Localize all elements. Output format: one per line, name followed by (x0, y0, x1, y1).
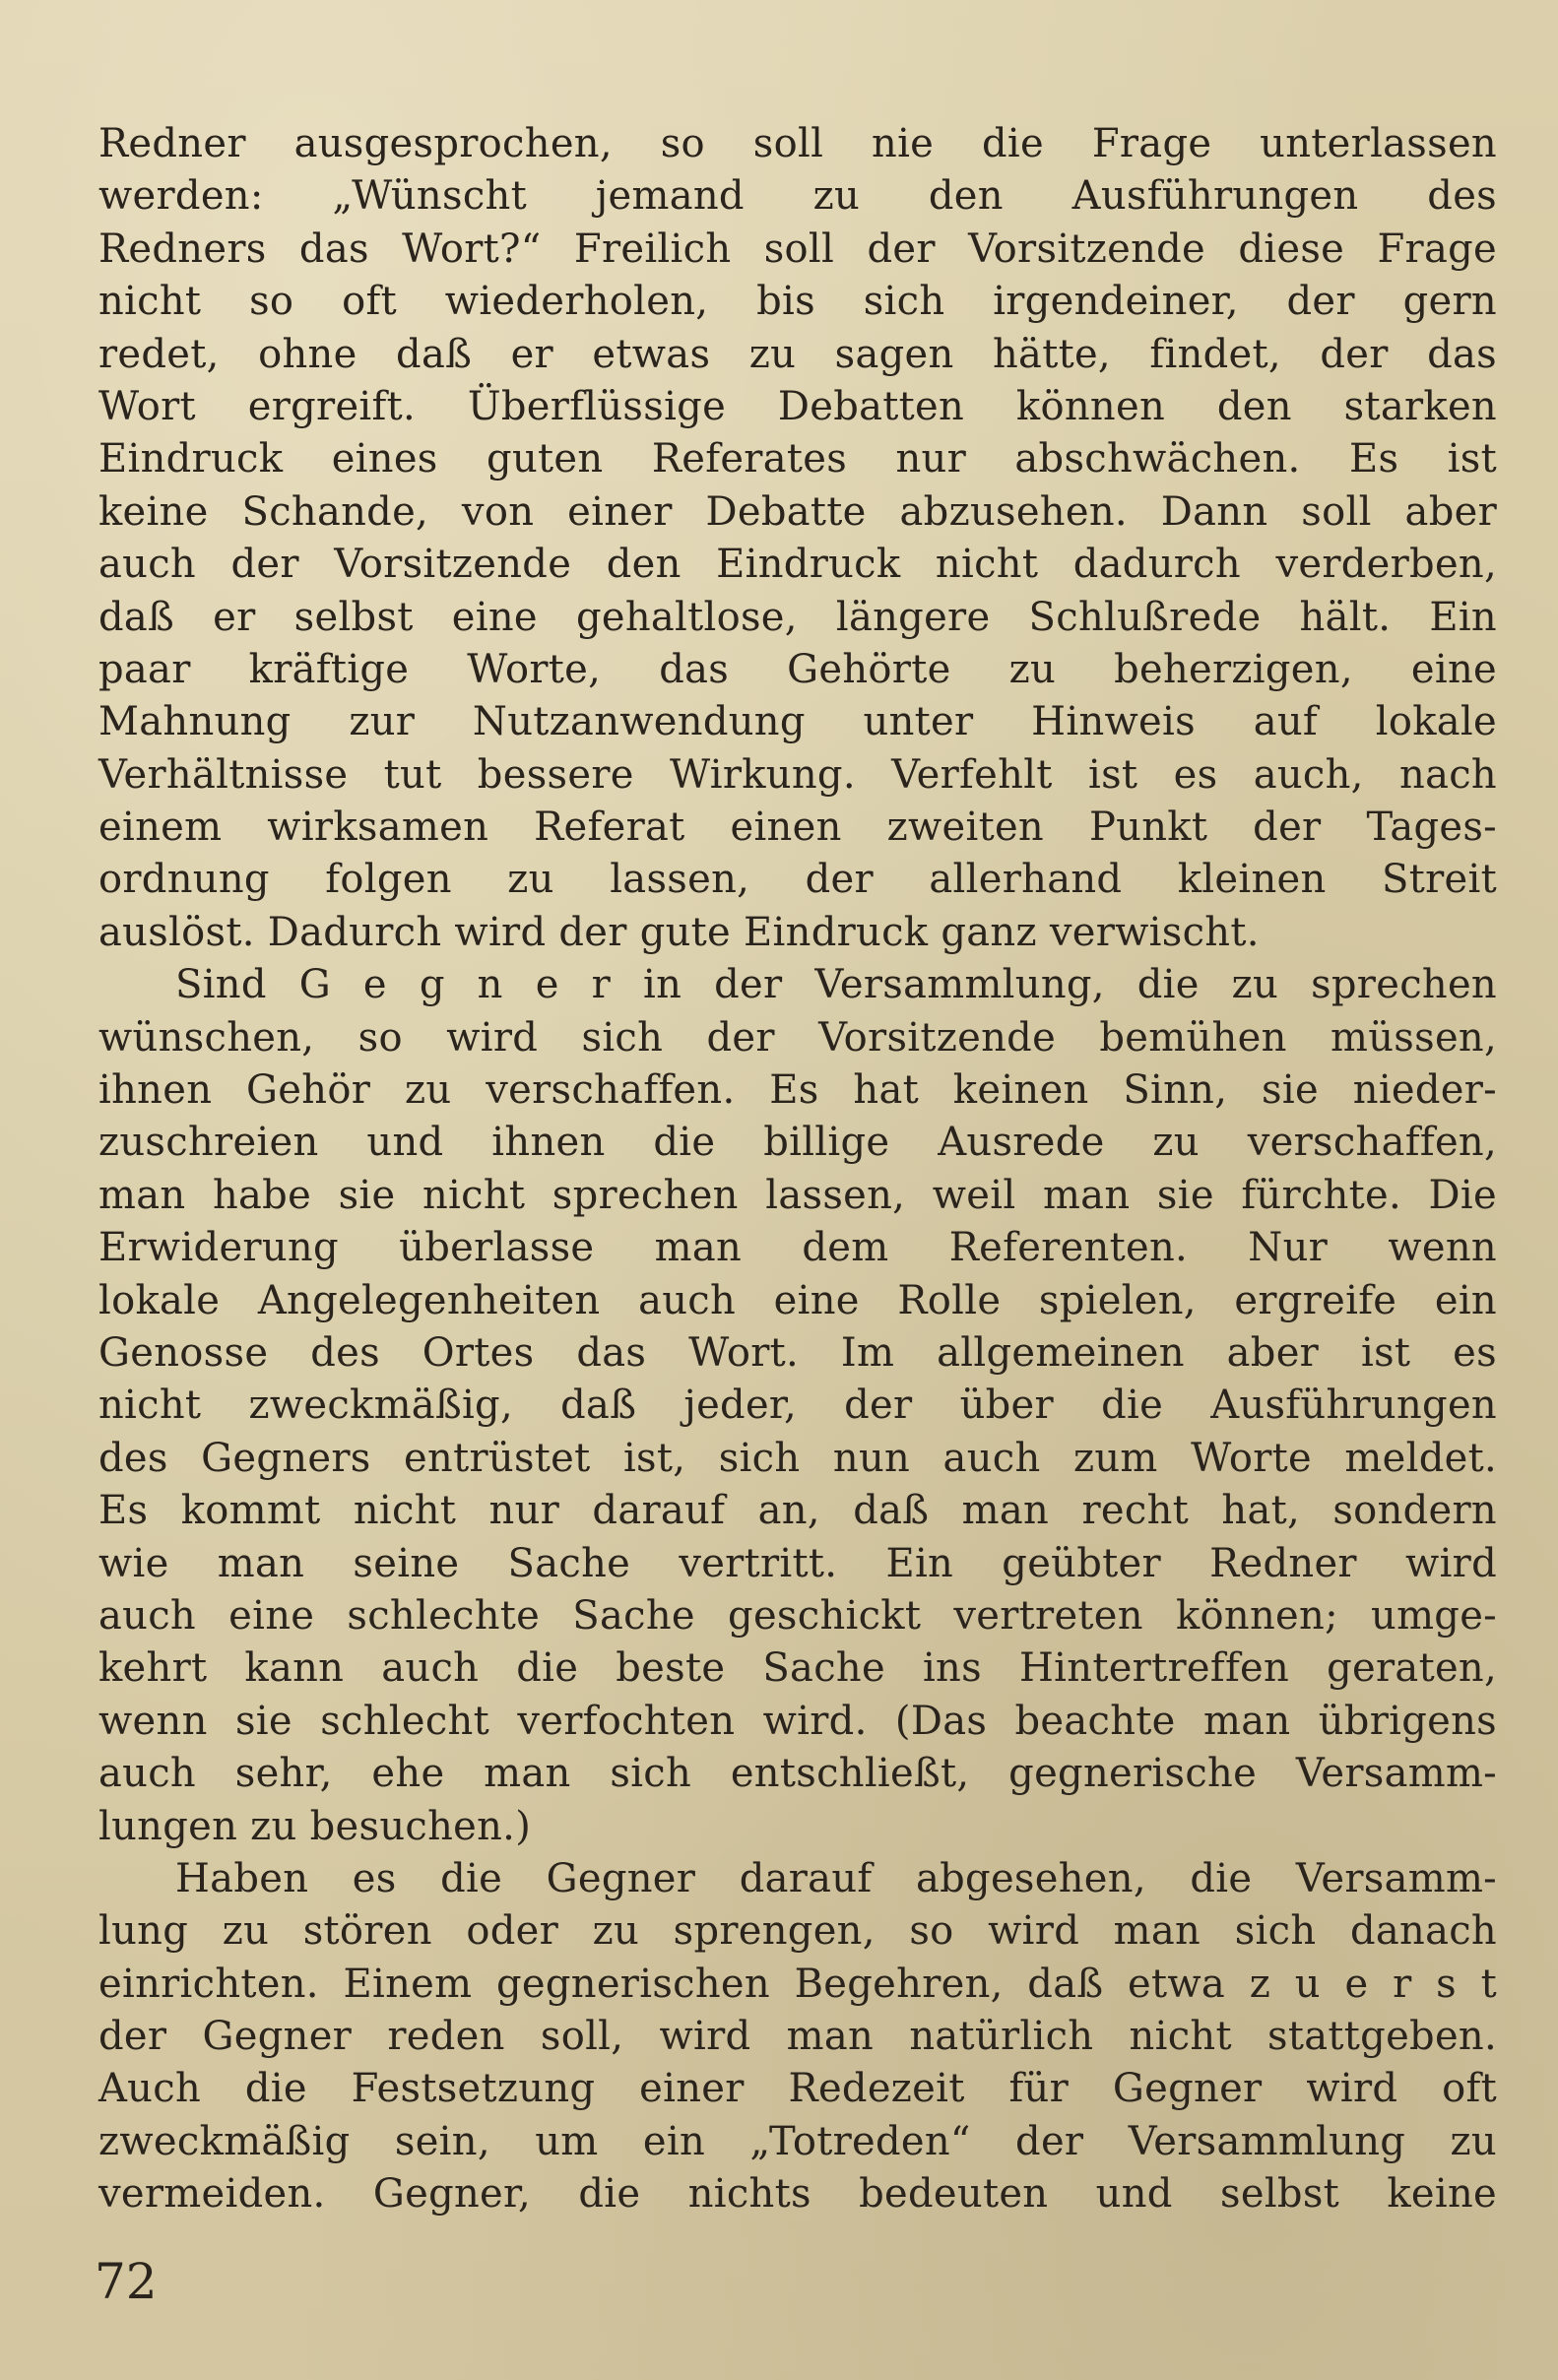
text-line: Haben es die Gegner darauf abgesehen, die Versamm- (175, 1855, 1497, 1901)
text-line: des Gegners entrüstet ist, sich nun auch zum Worte meldet. (98, 1435, 1497, 1481)
text-line: kehrt kann auch die beste Sache ins Hintertreffen geraten, (98, 1645, 1497, 1692)
text-line: auslöst. Dadurch wird der gute Eindruck ganz verwischt. (98, 909, 1260, 955)
text-line: Redner ausgesprochen, so soll nie die Frage unterlassen (98, 121, 1497, 166)
text-line: Erwiderung überlasse man dem Referenten. Nur wenn (98, 1225, 1497, 1271)
text-line: zweckmäßig sein, um ein „Totreden“ der Versammlung zu (98, 2118, 1497, 2164)
text-line: ordnung folgen zu lassen, der allerhand kleinen Streit (98, 857, 1497, 903)
text-line: redet, ohne daß er etwas zu sagen hätte, findet, der das (98, 331, 1497, 377)
text-line: einrichten. Einem gegnerischen Begehren, daß etwa z u e r s t (98, 1961, 1497, 2007)
text-line: lung zu stören oder zu sprengen, so wird man sich danach (98, 1908, 1497, 1955)
text-line: der Gegner reden soll, wird man natürlich nicht stattgeben. (98, 2014, 1497, 2060)
text-line: auch sehr, ehe man sich entschließt, gegnerische Versamm- (98, 1751, 1497, 1797)
text-line: Mahnung zur Nutzanwendung unter Hinweis auf lokale (98, 699, 1497, 745)
text-line: auch eine schlechte Sache geschickt vertreten können; umge- (98, 1592, 1497, 1639)
text-line: nicht zweckmäßig, daß jeder, der über die Ausführungen (98, 1383, 1497, 1429)
text-line: Auch die Festsetzung einer Redezeit für Gegner wird oft (98, 2066, 1497, 2112)
text-line: werden: „Wünscht jemand zu den Ausführungen des (98, 173, 1497, 220)
text-line: Es kommt nicht nur darauf an, daß man recht hat, sondern (98, 1488, 1497, 1534)
page-body (98, 118, 1497, 2221)
text-line: wie man seine Sache vertritt. Ein geübter Redner wird (98, 1540, 1497, 1586)
text-line: keine Schande, von einer Debatte abzusehen. Dann soll aber (98, 488, 1497, 535)
text-line: Verhältnisse tut bessere Wirkung. Verfehlt ist es auch, nach (98, 751, 1497, 798)
page-number: 72 (95, 2253, 158, 2310)
text-line: wünschen, so wird sich der Vorsitzende bemühen müssen, (98, 1014, 1497, 1061)
text-line: lungen zu besuchen.) (98, 1803, 532, 1849)
text-line: Redners das Wort?“ Freilich soll der Vorsitzende diese Frage (98, 225, 1497, 272)
paragraph-2 (98, 959, 1497, 1853)
text-line: auch der Vorsitzende den Eindruck nicht dadurch verderben, (98, 542, 1497, 588)
text-line: vermeiden. Gegner, die nichts bedeuten und selbst keine (98, 2171, 1497, 2218)
text-line: lokale Angelegenheiten auch eine Rolle spielen, ergreife ein (98, 1277, 1497, 1323)
text-line: zuschreien und ihnen die billige Ausrede zu verschaffen, (98, 1120, 1497, 1166)
text-line: daß er selbst eine gehaltlose, längere Schlußrede hält. Ein (98, 594, 1497, 640)
text-line: paar kräftige Worte, das Gehörte zu beherzigen, eine (98, 646, 1497, 692)
text-line: Genosse des Ortes das Wort. Im allgemeinen aber ist es (98, 1329, 1497, 1376)
text-line: Sind G e g n e r in der Versammlung, die zu sprechen (175, 962, 1497, 1008)
text-line: man habe sie nicht sprechen lassen, weil man sie fürchte. Die (98, 1172, 1497, 1218)
paragraph-3 (98, 1853, 1497, 2221)
text-line: wenn sie schlecht verfochten wird. (Das beachte man übrigens (98, 1698, 1497, 1744)
text-line: einem wirksamen Referat einen zweiten Punkt der Tages- (98, 804, 1497, 851)
text-line: ihnen Gehör zu verschaffen. Es hat keinen Sinn, sie nieder- (98, 1067, 1497, 1114)
paragraph-1 (98, 118, 1497, 959)
text-line: nicht so oft wiederholen, bis sich irgendeiner, der gern (98, 279, 1497, 325)
text-line: Wort ergreift. Überflüssige Debatten können den starken (98, 383, 1497, 429)
text-line: Eindruck eines guten Referates nur abschwächen. Es ist (98, 436, 1497, 482)
